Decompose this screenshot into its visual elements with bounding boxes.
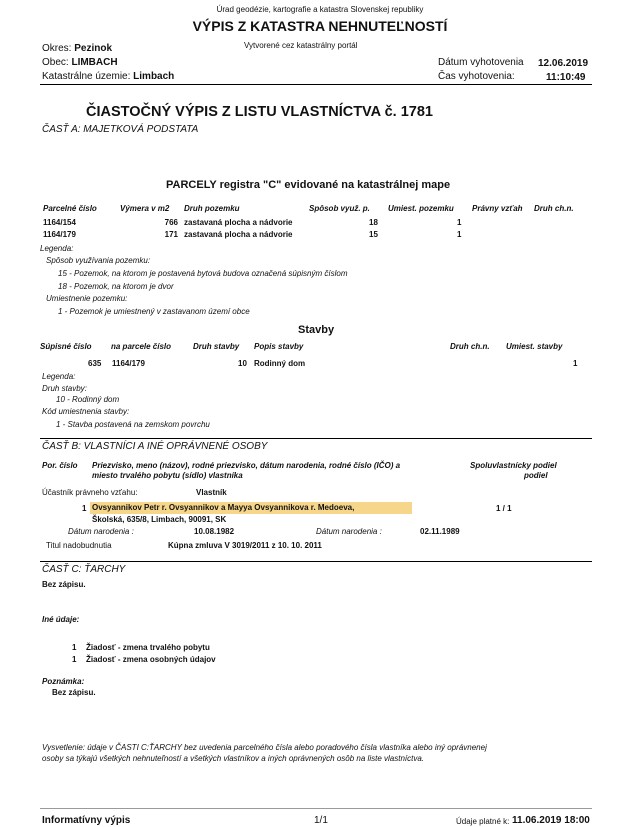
participant-label: Účastník právneho vzťahu: [42, 488, 138, 497]
building-kind-legend-label: Druh stavby: [42, 384, 87, 393]
birth-date-label-2: Dátum narodenia : [316, 527, 382, 536]
parcels-title: PARCELY registra "C" evidované na katastrálnej mape [166, 179, 451, 191]
part-b-divider [40, 438, 592, 439]
use-legend-label: Spôsob využívania pozemku: [46, 256, 151, 265]
time-value: 11:10:49 [546, 72, 586, 83]
item-number: 1 [72, 655, 77, 664]
parcel-number: 1164/179 [43, 230, 76, 239]
part-c-heading: ČASŤ C: ŤARCHY [42, 564, 126, 575]
col-land-kind: Druh pozemku [184, 204, 240, 213]
parcel-area: 171 [164, 230, 178, 239]
col-share: Spoluvlastnícky podiel [470, 461, 557, 470]
note-value: Bez zápisu. [52, 688, 96, 697]
building-loc-legend-1: 1 - Stavba postavená na zemskom povrchu [56, 420, 210, 429]
col-legal-relation: Právny vzťah [472, 204, 523, 213]
building-kind-legend-10: 10 - Rodinný dom [56, 395, 120, 404]
col-owner-details: Priezvisko, meno (názov), rodné priezvisko, dátum narodenia, rodné číslo (IČO) a [92, 461, 401, 470]
date-label: Dátum vyhotovenia [438, 57, 524, 68]
legend-label: Legenda: [40, 244, 74, 253]
col-land-use: Spôsob využ. p. [309, 204, 370, 213]
col-building-desc: Popis stavby [254, 342, 304, 351]
birth-date-2: 02.11.1989 [420, 527, 460, 536]
location-legend-label: Umiestnenie pozemku: [46, 294, 128, 303]
document-title: VÝPIS Z KATASTRA NEHNUTEĽNOSTÍ [192, 18, 448, 34]
time-label: Čas vyhotovenia: [438, 71, 515, 82]
explanation-line-2: osoby sa týkajú všetkých nehnuteľností a všetkých vlastníkov a iných oprávnených osôb na liste vlastníctva. [42, 754, 425, 763]
col-building-change: Druh ch.n. [450, 342, 490, 351]
col-land-location: Umiest. pozemku [388, 204, 454, 213]
birth-date-1: 10.08.1982 [194, 527, 235, 536]
header-divider [40, 84, 592, 85]
building-kind: 10 [238, 359, 247, 368]
use-legend-15: 15 - Pozemok, na ktorom je postavená bytová budova označená súpisným číslom [58, 269, 348, 278]
building-desc: Rodinný dom [254, 359, 306, 368]
item-text: Žiadosť - zmena osobných údajov [86, 655, 216, 664]
footer-divider [40, 808, 592, 809]
acquisition-title-value: Kúpna zmluva V 3019/2011 z 10. 10. 2011 [168, 541, 322, 550]
parcel-use: 18 [369, 218, 378, 227]
owner-address: Školská, 635/8, Limbach, 90091, SK [92, 515, 227, 524]
participant-value: Vlastník [196, 488, 227, 497]
use-legend-18: 18 - Pozemok, na ktorom je dvor [58, 282, 174, 291]
informative-label: Informatívny výpis [42, 815, 131, 826]
location-legend-1: 1 - Pozemok je umiestnený v zastavanom území obce [58, 307, 250, 316]
building-loc-legend-label: Kód umiestnenia stavby: [42, 407, 130, 416]
owner-name: Ovsyannikov Petr r. Ovsyannikov a Mayya Ovsyannikova r. Medoeva, [90, 502, 412, 514]
birth-date-label: Dátum narodenia : [68, 527, 134, 536]
acquisition-title-label: Titul nadobudnutia [46, 541, 112, 550]
parcel-number: 1164/154 [43, 218, 76, 227]
building-number: 635 [88, 359, 102, 368]
explanation-line-1: Vysvetlenie: údaje v ČASTI C:ŤARCHY bez uvedenia parcelného čísla alebo poradového čísla vlastníka alebo iný oprávnenej [42, 743, 487, 752]
date-value: 12.06.2019 [538, 58, 589, 69]
building-parcel: 1164/179 [112, 359, 145, 368]
item-text: Žiadosť - zmena trvalého pobytu [86, 643, 210, 652]
authority-name: Úrad geodézie, kartografie a katastra Slovenskej republiky [216, 5, 424, 14]
owner-number: 1 [82, 504, 87, 513]
col-share-2: podiel [524, 471, 548, 480]
col-building-number: Súpisné číslo [40, 342, 92, 351]
other-data-label: Iné údaje: [42, 615, 80, 624]
lv-title: ČIASTOČNÝ VÝPIS Z LISTU VLASTNÍCTVA č. 1781 [86, 104, 433, 120]
encumbrances-none: Bez zápisu. [42, 580, 86, 589]
col-building-parcel: na parcele číslo [111, 342, 172, 351]
part-c-divider [40, 561, 592, 562]
col-parcel-number: Parcelné číslo [43, 204, 97, 213]
building-location: 1 [573, 359, 578, 368]
page-number: 1/1 [314, 815, 328, 826]
item-number: 1 [72, 643, 77, 652]
portal-note: Vytvorené cez katastrálny portál [244, 41, 358, 50]
ku-row: Katastrálne územie: Limbach [42, 71, 175, 82]
parcel-use: 15 [369, 230, 378, 239]
parcel-area: 766 [164, 218, 178, 227]
okres-row: Okres: Pezinok [42, 43, 113, 54]
note-label: Poznámka: [42, 677, 85, 686]
col-owner-details-2: miesto trvalého pobytu (sídlo) vlastníka [92, 471, 243, 480]
valid-label: Údaje platné k: [456, 817, 510, 826]
buildings-title: Stavby [298, 324, 335, 336]
parcel-kind: zastavaná plocha a nádvorie [184, 230, 293, 239]
part-b-heading: ČASŤ B: VLASTNÍCI A INÉ OPRÁVNENÉ OSOBY [42, 441, 268, 452]
parcel-location: 1 [457, 230, 462, 239]
owner-share: 1 / 1 [496, 504, 512, 513]
valid-value: 11.06.2019 18:00 [512, 815, 590, 826]
part-a-heading: ČASŤ A: MAJETKOVÁ PODSTATA [42, 124, 199, 135]
obec-row: Obec: LIMBACH [42, 57, 118, 68]
col-area: Výmera v m2 [120, 204, 170, 213]
parcel-location: 1 [457, 218, 462, 227]
col-building-location: Umiest. stavby [506, 342, 563, 351]
col-change-type: Druh ch.n. [534, 204, 574, 213]
col-order-number: Por. číslo [42, 461, 78, 470]
building-legend-label: Legenda: [42, 372, 76, 381]
parcel-kind: zastavaná plocha a nádvorie [184, 218, 293, 227]
col-building-kind: Druh stavby [193, 342, 240, 351]
